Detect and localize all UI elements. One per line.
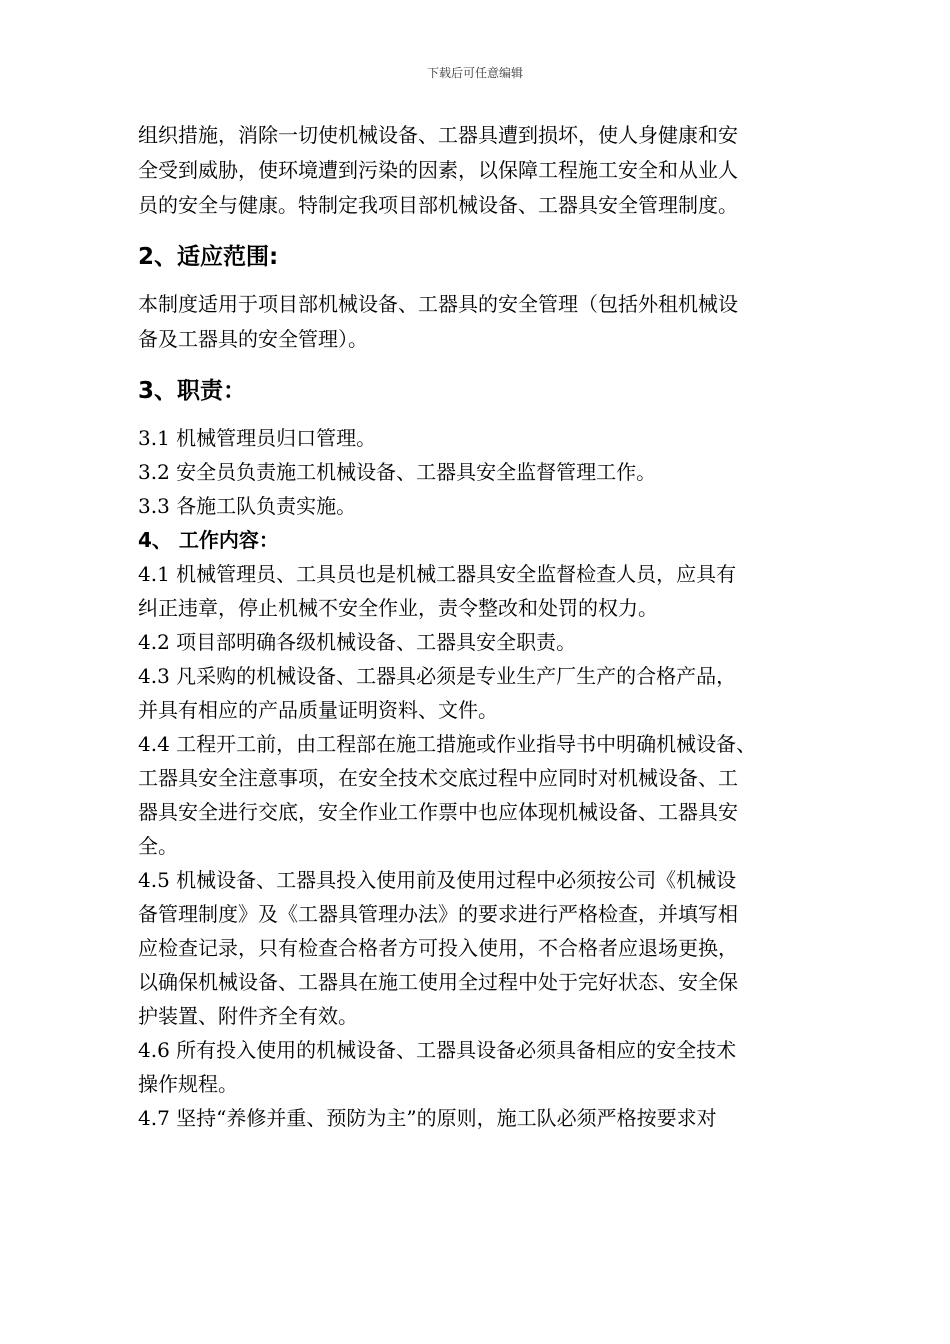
text-line: 员的安全与健康。特制定我项目部机械设备、工器具安全管理制度。 (138, 193, 738, 217)
text-line: 全受到威胁，使环境遭到污染的因素，以保障工程施工安全和从业人 (138, 158, 738, 182)
list-item: 3.2 安全员负责施工机械设备、工器具安全监督管理工作。 (138, 460, 657, 484)
text-line: 全。 (138, 834, 178, 858)
section-4-item-5 (138, 863, 838, 1033)
section-4-heading: 4、 工作内容： (138, 528, 279, 552)
text-line: 应检查记录，只有检查合格者方可投入使用，不合格者应退场更换， (138, 936, 738, 960)
text-line: 4.2 项目部明确各级机械设备、工器具安全职责。 (138, 630, 577, 654)
section-4-item-1 (138, 557, 838, 625)
section-4-item-3 (138, 659, 838, 727)
text-line: 工器具安全注意事项，在安全技术交底过程中应同时对机械设备、工 (138, 766, 738, 790)
text-line: 4.1 机械管理员、工具员也是机械工器具安全监督检查人员，应具有 (138, 562, 737, 586)
text-line: 4.5 机械设备、工器具投入使用前及使用过程中必须按公司《机械设 (138, 868, 737, 892)
text-line: 4.7 坚持“养修并重、预防为主”的原则，施工队必须严格按要求对 (138, 1106, 717, 1130)
section-4-item-7 (138, 1101, 838, 1135)
text-line: 并具有相应的产品质量证明资料、文件。 (138, 698, 498, 722)
text-line: 护装置、附件齐全有效。 (138, 1004, 358, 1028)
text-line: 备及工器具的安全管理）。 (138, 327, 368, 351)
text-line: 4.6 所有投入使用的机械设备、工器具设备必须具备相应的安全技术 (138, 1038, 737, 1062)
text-line: 纠正违章，停止机械不安全作业，责令整改和处罚的权力。 (138, 596, 658, 620)
page-header: 下载后可任意编辑 (426, 66, 523, 80)
section-4-item-6 (138, 1033, 838, 1101)
text-line: 4.3 凡采购的机械设备、工器具必须是专业生产厂生产的合格产品， (138, 664, 737, 688)
section-2-heading: 2、适应范围: (138, 244, 279, 270)
list-item: 3.1 机械管理员归口管理。 (138, 426, 377, 450)
section-2-paragraph (138, 287, 838, 357)
section-3-heading: 3、职责： (138, 378, 247, 404)
text-line: 器具安全进行交底，安全作业工作票中也应体现机械设备、工器具安 (138, 800, 738, 824)
section-4-item-2 (138, 625, 838, 659)
text-line: 组织措施，消除一切使机械设备、工器具遭到损坏，使人身健康和安 (138, 123, 738, 147)
list-item: 3.3 各施工队负责实施。 (138, 494, 357, 518)
section-4-item-4 (138, 727, 838, 863)
text-line: 操作规程。 (138, 1072, 238, 1096)
text-line: 以确保机械设备、工器具在施工使用全过程中处于完好状态、安全保 (138, 970, 738, 994)
text-line: 4.4 工程开工前，由工程部在施工措施或作业指导书中明确机械设备、 (138, 732, 757, 756)
text-line: 本制度适用于项目部机械设备、工器具的安全管理（包括外租机械设 (138, 292, 738, 316)
document-body (138, 118, 838, 1135)
text-line: 备管理制度》及《工器具管理办法》的要求进行严格检查，并填写相 (138, 902, 738, 926)
intro-paragraph (138, 118, 838, 223)
